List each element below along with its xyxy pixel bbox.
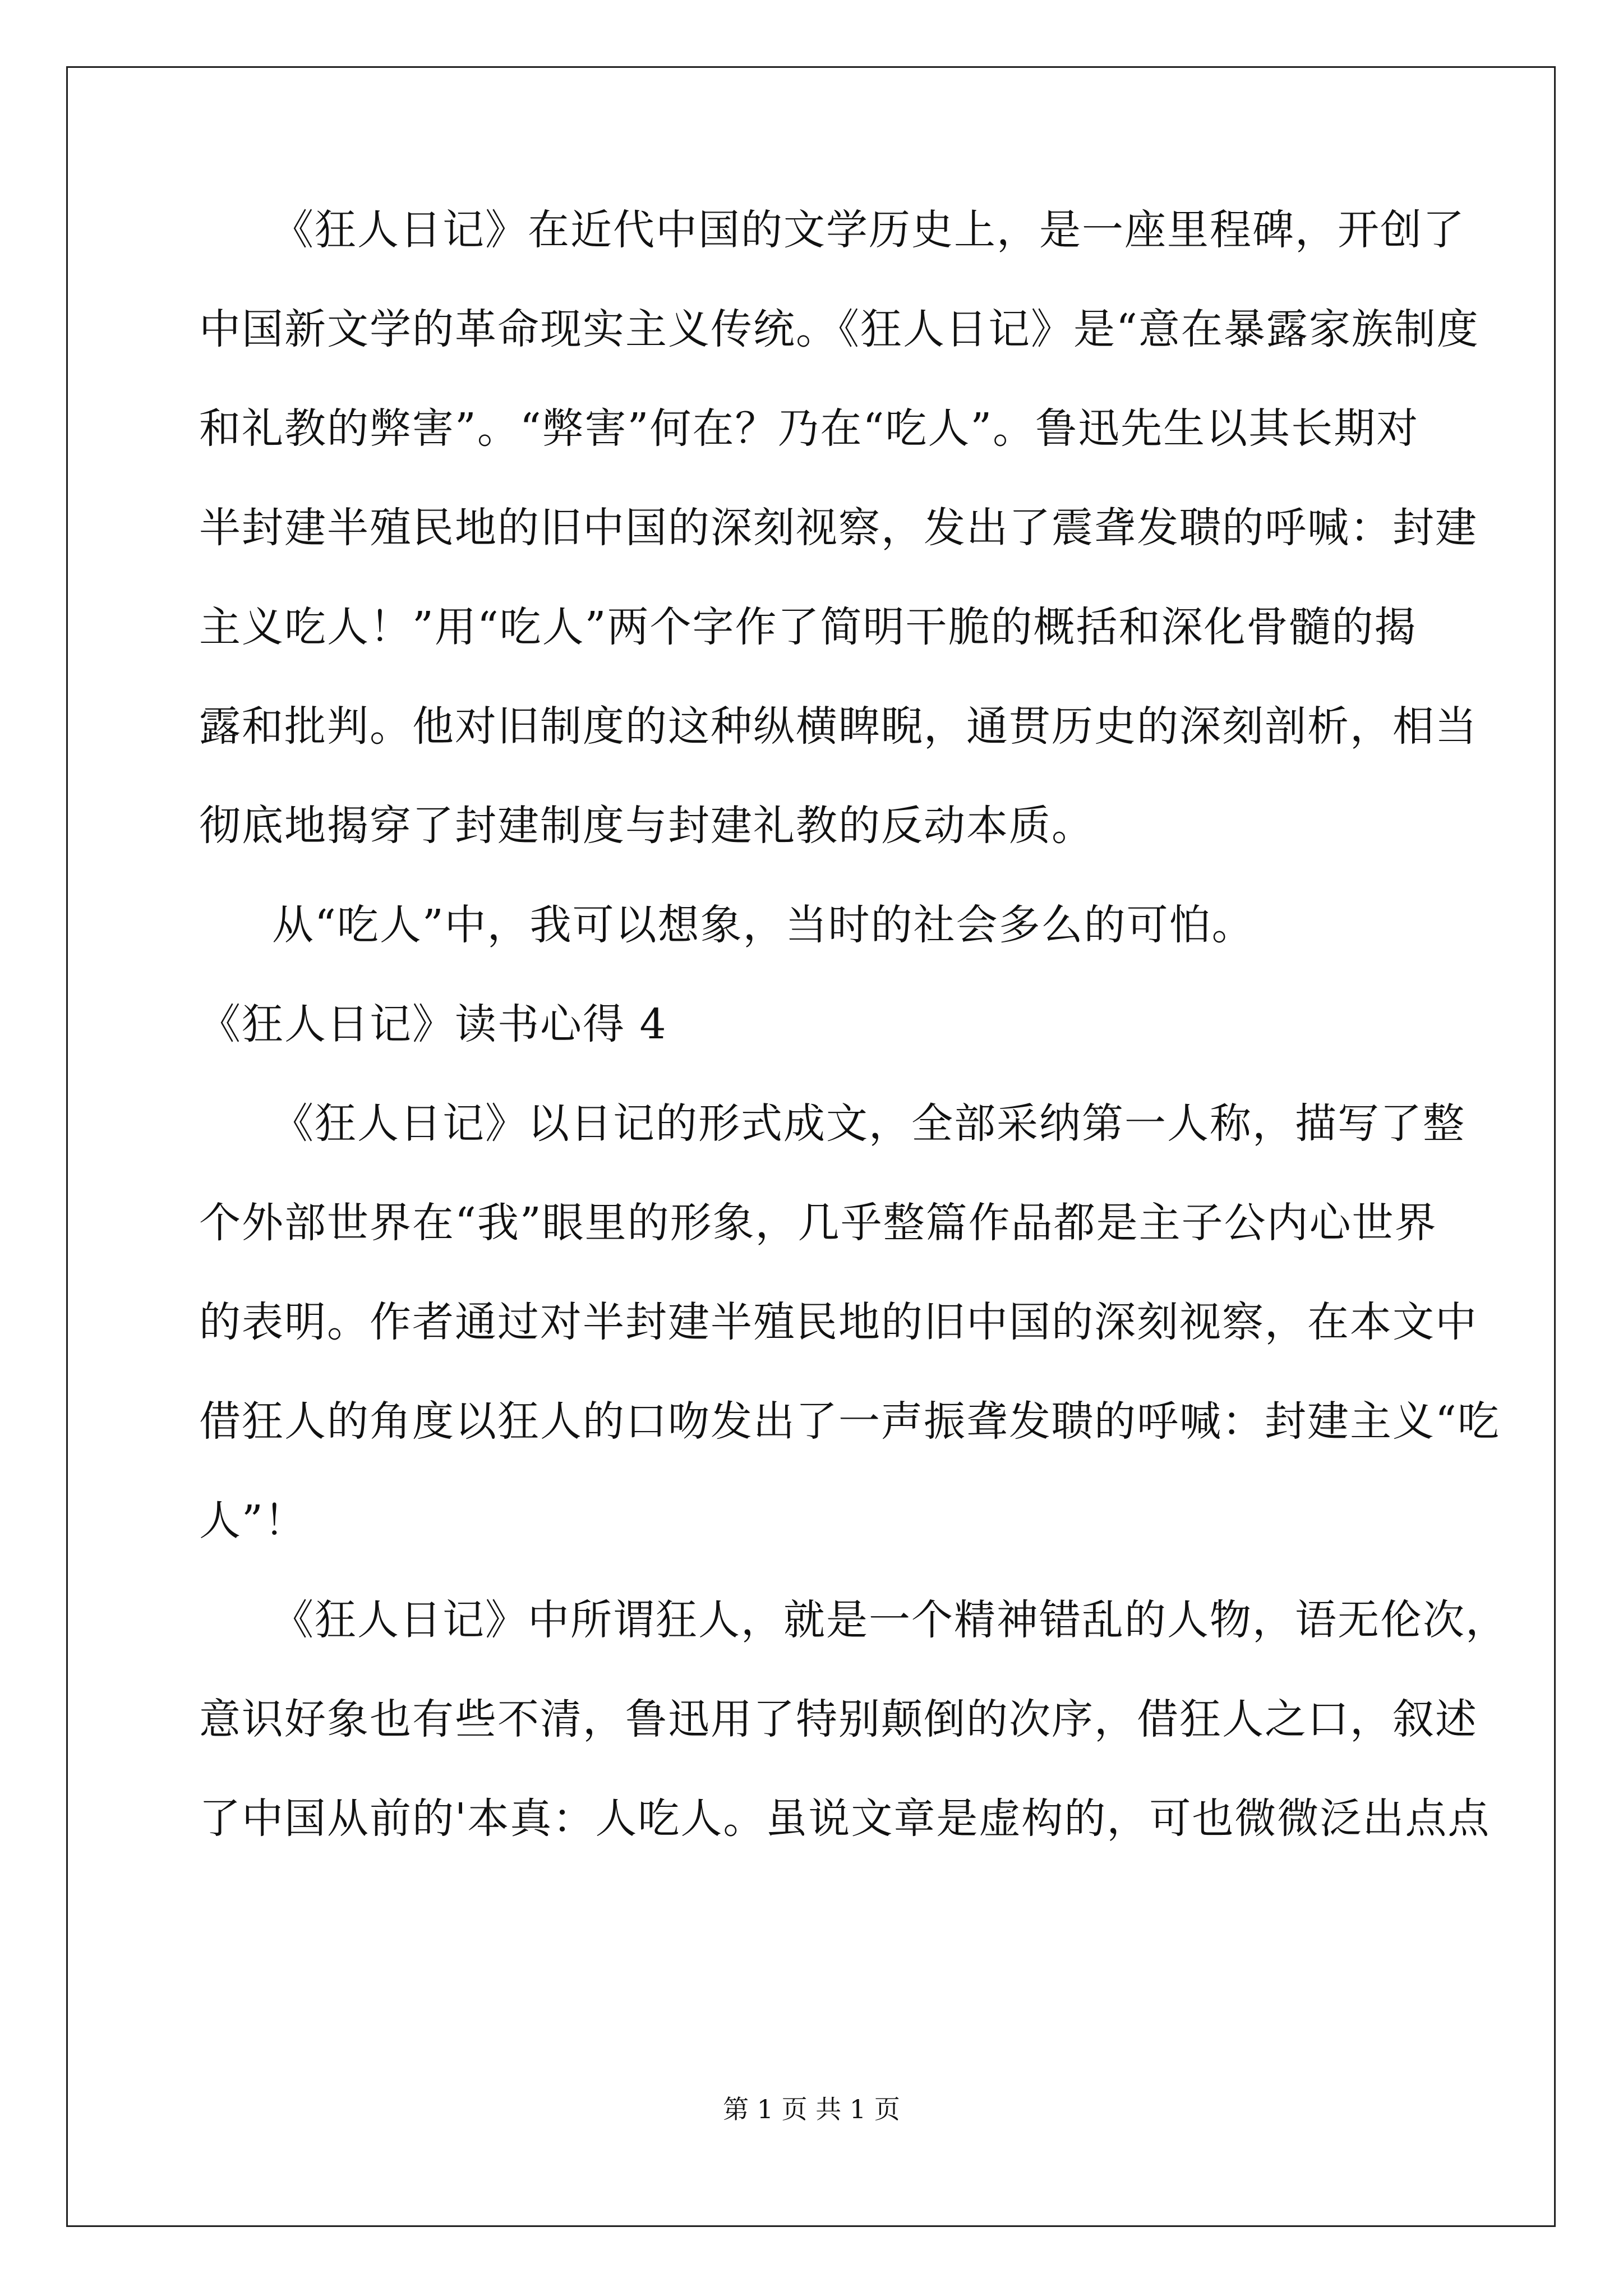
paragraph-1-line-2: 中国新文学的革命现实主义传统。《狂人日记》是“意在暴露家族制度: [199, 305, 1479, 353]
paragraph-1-line-7: 彻底地揭穿了封建制度与封建礼教的反动本质。: [199, 802, 1094, 850]
paragraph-3-line-2: 个外部世界在“我”眼里的形象，几乎整篇作品都是主子公内心世界: [199, 1199, 1437, 1247]
paragraph-1-line-3: 和礼教的弊害”。“弊害”何在？乃在“吃人”。鲁迅先生以其长期对: [199, 404, 1419, 453]
paragraph-2-line-1: 从“吃人”中，我可以想象，当时的社会多么的可怕。: [272, 901, 1255, 949]
section-heading: 《狂人日记》读书心得 4: [199, 1000, 667, 1048]
paragraph-1-line-4: 半封建半殖民地的旧中国的深刻视察，发出了震聋发聩的呼喊：封建: [199, 504, 1478, 552]
paragraph-4-line-3: 了中国从前的'本真：人吃人。虽说文章是虚构的，可也微微泛出点点: [199, 1795, 1491, 1843]
paragraph-1-line-1: 《狂人日记》在近代中国的文学历史上，是一座里程碑，开创了: [272, 206, 1465, 254]
paragraph-3-line-4: 借狂人的角度以狂人的口吻发出了一声振聋发聩的呼喊：封建主义“吃: [199, 1397, 1500, 1446]
paragraph-4-line-1: 《狂人日记》中所谓狂人，就是一个精神错乱的人物，语无伦次，: [272, 1596, 1508, 1644]
paragraph-3-line-3: 的表明。作者通过对半封建半殖民地的旧中国的深刻视察，在本文中: [199, 1298, 1478, 1346]
paragraph-3-line-5: 人”！: [199, 1497, 307, 1545]
page-footer: 第 1 页 共 1 页: [723, 2094, 900, 2124]
paragraph-1-line-5: 主义吃人！”用“吃人”两个字作了简明干脆的概括和深化骨髓的揭: [199, 603, 1417, 651]
paragraph-3-line-1: 《狂人日记》以日记的形式成文，全部采纳第一人称，描写了整: [272, 1099, 1465, 1148]
paragraph-1-line-6: 露和批判。他对旧制度的这种纵横睥睨，通贯历史的深刻剖析，相当: [199, 702, 1478, 751]
paragraph-4-line-2: 意识好象也有些不清，鲁迅用了特别颠倒的次序，借狂人之口，叙述: [199, 1695, 1478, 1743]
